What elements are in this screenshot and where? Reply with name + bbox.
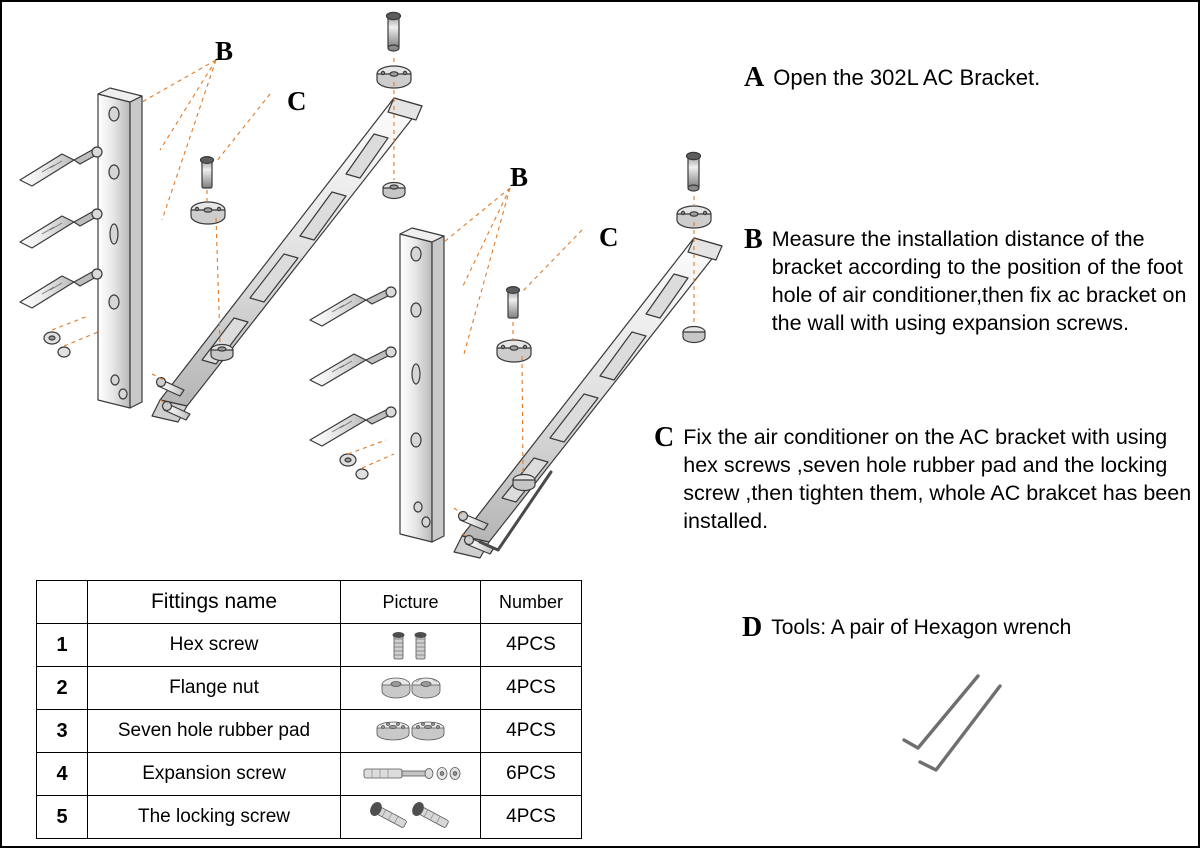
callout-b-2: B (510, 162, 529, 192)
hexagon-wrench-pair-icon (882, 662, 1032, 792)
row-picture (341, 667, 481, 710)
row-name: Flange nut (88, 667, 341, 710)
row-picture (341, 753, 481, 796)
instruction-c-letter: C (654, 422, 675, 453)
expansion-screw-icon (356, 759, 466, 789)
bracket-1-upright (98, 88, 142, 408)
bracket-1-top-hardware (377, 12, 411, 88)
bracket-2-upright (400, 228, 444, 542)
row-name: Seven hole rubber pad (88, 710, 341, 753)
row-number: 4PCS (481, 667, 582, 710)
instruction-a-letter: A (744, 62, 765, 93)
instruction-a (744, 64, 1194, 93)
row-index: 5 (37, 796, 88, 839)
table-row (37, 796, 582, 839)
row-number: 6PCS (481, 753, 582, 796)
instruction-c (654, 424, 1200, 536)
table-header-row (37, 581, 582, 624)
row-index: 2 (37, 667, 88, 710)
instruction-d (742, 614, 1200, 642)
table-row (37, 624, 582, 667)
table-row (37, 710, 582, 753)
header-picture: Picture (341, 581, 481, 624)
row-number: 4PCS (481, 710, 582, 753)
assembly-diagram (2, 2, 742, 582)
row-number: 4PCS (481, 796, 582, 839)
row-index: 4 (37, 753, 88, 796)
row-index: 1 (37, 624, 88, 667)
bracket-1-expansion-screws (20, 147, 102, 357)
instruction-b (744, 226, 1199, 338)
bracket-drawing-svg (2, 2, 742, 582)
instruction-b-text: Measure the installation distance of the bracket according to the position of the foot hole of air conditioner,then fix ac bracket on the wall with using expansion screws. (771, 227, 1187, 335)
callout-c-2: C (599, 222, 619, 252)
header-index (37, 581, 88, 624)
table-row (37, 667, 582, 710)
bracket-2-expansion-screws (310, 287, 396, 479)
hex-screw-icon (368, 627, 454, 663)
table-row (37, 753, 582, 796)
instruction-d-text: Tools: A pair of Hexagon wrench (771, 616, 1072, 639)
row-picture (341, 796, 481, 839)
instruction-c-text: Fix the air conditioner on the AC bracket with using hex screws ,seven hole rubber pad and the locking screw ,then tighten them, whole AC brakcet has been installed. (683, 425, 1192, 533)
instruction-a-text: Open the 302L AC Bracket. (773, 65, 1041, 90)
bracket-1-arm (152, 98, 422, 422)
callout-b-1: B (215, 36, 234, 66)
instruction-d-letter: D (742, 612, 763, 643)
header-fittings-name: Fittings name (88, 581, 341, 624)
header-number: Number (481, 581, 582, 624)
fittings-table (36, 580, 582, 839)
row-number: 4PCS (481, 624, 582, 667)
row-name: Expansion screw (88, 753, 341, 796)
row-picture (341, 710, 481, 753)
row-name: The locking screw (88, 796, 341, 839)
row-name: Hex screw (88, 624, 341, 667)
flange-nut-icon (368, 671, 454, 705)
bracket-1-flange-nut-top (383, 183, 405, 199)
row-index: 3 (37, 710, 88, 753)
rubber-pad-icon (366, 716, 456, 746)
row-picture (341, 624, 481, 667)
callout-c-1: C (287, 86, 307, 116)
locking-screw-icon (363, 799, 459, 835)
instruction-b-letter: B (744, 224, 763, 255)
